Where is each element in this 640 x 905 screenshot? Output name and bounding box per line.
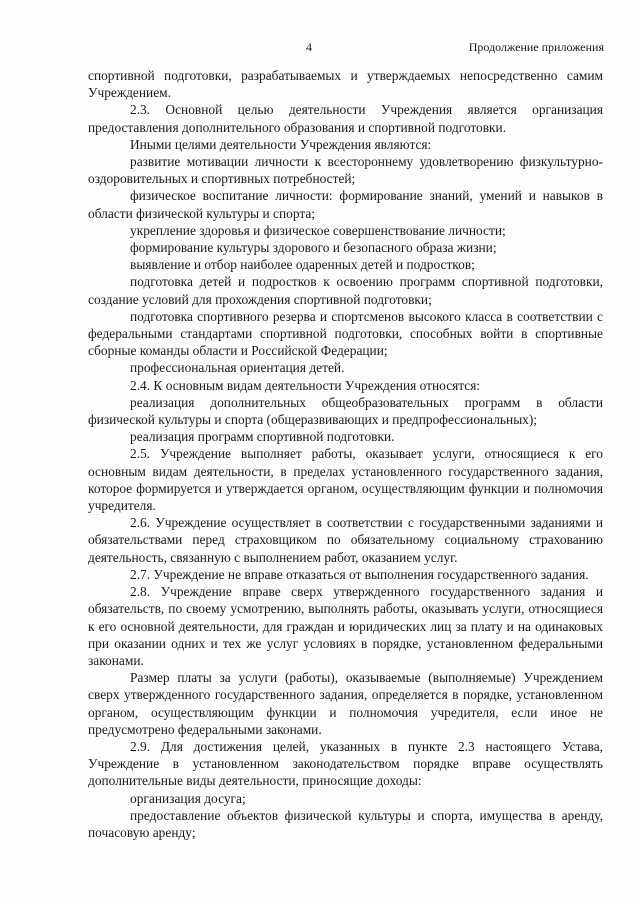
paragraph: развитие мотивации личности к всестороннему удовлетворению физкультурно-оздоровительных и спортивных потребностей; (88, 154, 603, 187)
paragraph: 2.3. Основной целью деятельности Учреждения является организация предоставления дополнительного образования и спортивной подготовки. (88, 102, 603, 135)
paragraph: Размер платы за услуги (работы), оказываемые (выполняемые) Учреждением сверх утвержденного государственного задания, определяется в порядке, установленном органом, осуществляющим функции и полномочия учредителя, если иное не предусмотрено федеральными законами. (88, 670, 603, 737)
document-body (88, 67, 603, 841)
paragraph: 2.9. Для достижения целей, указанных в пункте 2.3 настоящего Устава, Учреждение в установленном законодательством порядке вправе осуществлять дополнительные виды деятельности, приносящие доходы: (88, 738, 603, 789)
paragraph: укрепление здоровья и физическое совершенствование личности; (130, 222, 506, 238)
paragraph: физическое воспитание личности: формирование знаний, умений и навыков в области физической культуры и спорта; (88, 188, 603, 221)
paragraph: спортивной подготовки, разрабатываемых и утверждаемых непосредственно самим Учреждением. (88, 68, 603, 101)
paragraph: выявление и отбор наиболее одаренных детей и подростков; (130, 257, 475, 273)
paragraph: подготовка детей и подростков к освоению программ спортивной подготовки, создание условий для прохождения спортивной подготовки; (88, 274, 603, 307)
paragraph: подготовка спортивного резерва и спортсменов высокого класса в соответствии с федеральными стандартами спортивной подготовки, способных войти в спортивные сборные команды области и Российской Федерации; (88, 308, 603, 359)
paragraph: 2.7. Учреждение не вправе отказаться от выполнения государственного задания. (130, 566, 589, 582)
paragraph: организация досуга; (130, 790, 246, 806)
paragraph: реализация дополнительных общеобразовательных программ в области физической культуры и спорта (общеразвивающих и предпрофессиональных); (88, 394, 603, 428)
paragraph: формирование культуры здорового и безопасного образа жизни; (130, 240, 497, 256)
page-number: 4 (306, 40, 312, 54)
paragraph: Иными целями деятельности Учреждения являются: (130, 136, 432, 152)
paragraph: 2.5. Учреждение выполняет работы, оказывает услуги, относящиеся к его основным видам деятельности, в пределах установленного государственного задания, которое формируется и утверждается органом, осуществляющим функции и полномочия учредителя. (88, 446, 603, 514)
paragraph: 2.8. Учреждение вправе сверх утвержденного государственного задания и обязательств, по своему усмотрению, выполнять работы, оказывать услуги, относящиеся к его основной деятельности, для граждан и юридических лиц за плату и на одинаковых при оказании одних и тех же услуг условиях в порядке, установленном федеральными законами. (88, 584, 603, 668)
paragraph: реализация программ спортивной подготовки. (130, 429, 395, 445)
paragraph: 2.6. Учреждение осуществляет в соответствии с государственными заданиями и обязательствами перед страховщиком по обязательному социальному страхованию деятельность, связанную с выполнением работ, оказанием услуг. (88, 515, 603, 565)
paragraph: предоставление объектов физической культуры и спорта, имущества в аренду, почасовую аренду; (88, 807, 603, 840)
paragraph: 2.4. К основным видам деятельности Учреждения относятся: (130, 377, 481, 393)
running-title: Продолжение приложения (468, 40, 604, 54)
paragraph: профессиональная ориентация детей. (130, 360, 345, 376)
